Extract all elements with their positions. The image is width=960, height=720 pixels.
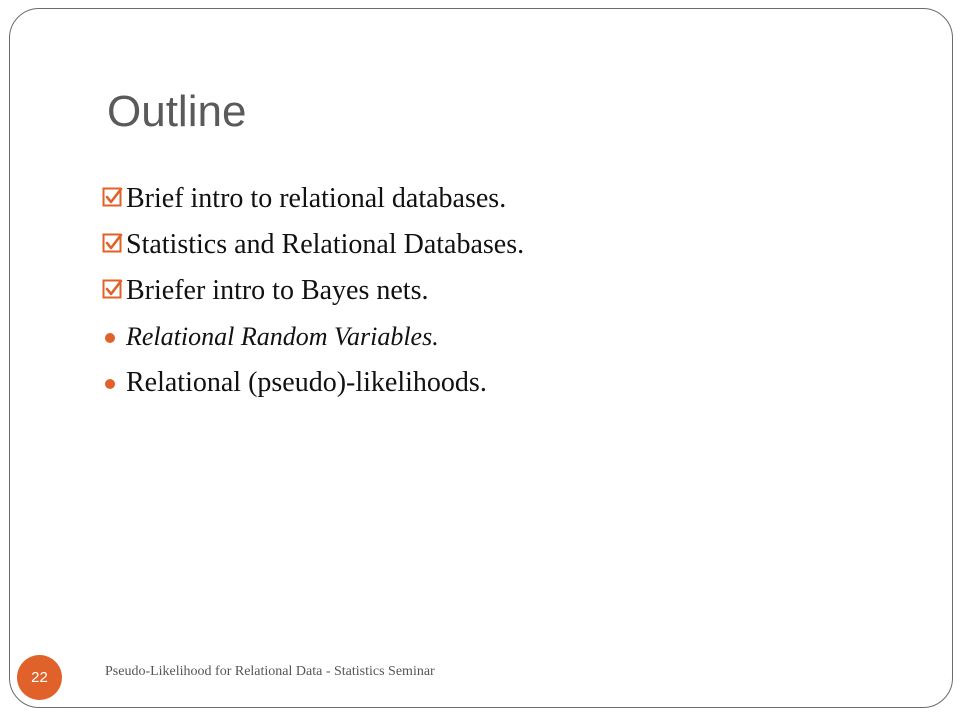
list-item-text: Relational Random Variables. [126,322,439,351]
checkbox-checked-icon [102,176,126,222]
list-item-text: Relational (pseudo)-likelihoods. [126,367,487,398]
list-item [102,314,524,360]
checkbox-checked-icon [102,268,126,314]
slide-title: Outline [107,87,247,136]
checkbox-checked-icon [102,222,126,268]
bullet-dot-icon [102,360,126,406]
slide-number-badge [17,655,62,700]
slide-number: 22 [31,669,48,686]
list-item-text: Statistics and Relational Databases. [126,229,525,260]
bullet-list [102,176,524,406]
footer-text: Pseudo-Likelihood for Relational Data - Statistics Seminar [105,664,435,679]
list-item [102,222,524,268]
list-item-text: Brief intro to relational databases. [126,183,507,214]
list-item [102,268,524,314]
list-item [102,360,524,406]
bullet-dot-icon [102,314,126,360]
list-item-text: Briefer intro to Bayes nets. [126,275,429,306]
list-item [102,176,524,222]
